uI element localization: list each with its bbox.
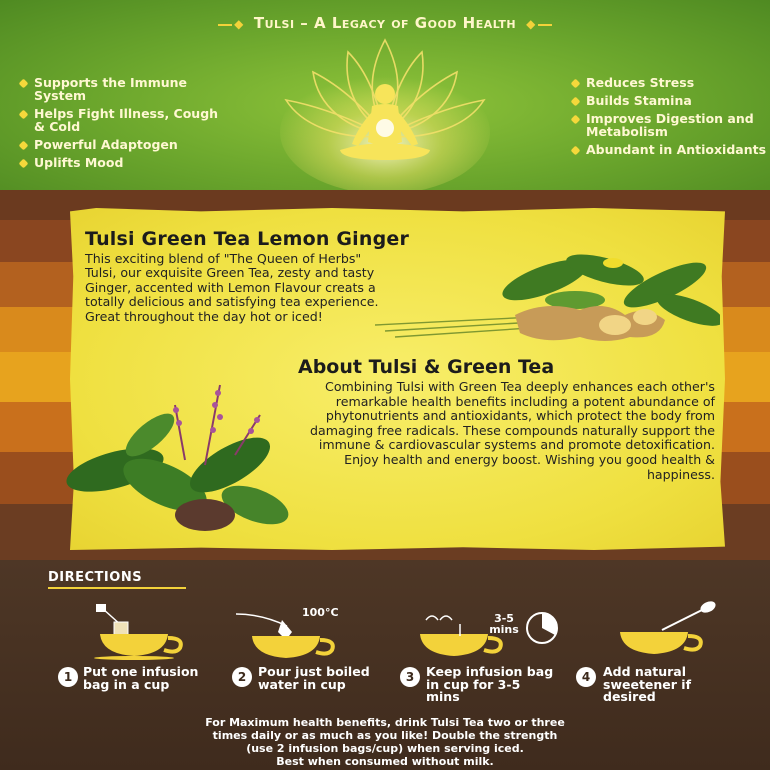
header-title-row — [0, 14, 770, 32]
cup-with-teabag-icon — [92, 604, 187, 660]
section-heading-blend: Tulsi Green Tea Lemon Ginger — [85, 228, 410, 250]
step-number: 2 — [232, 667, 252, 687]
temperature-label: 100°C — [302, 606, 339, 619]
footer-note — [0, 716, 770, 768]
benefit-item: Builds Stamina — [570, 94, 770, 107]
step-number: 4 — [576, 667, 596, 687]
section-body-blend: This exciting blend of "The Queen of Herbs" Tulsi, our exquisite Green Tea, zesty and tasty Ginger, accented with Lemon Flavour creats a totally delicious and satisfying tea experience. Great throughout the day hot or iced! — [85, 251, 379, 324]
ginger-lemongrass-illustration — [375, 245, 720, 345]
left-arrow-icon: ◆ — [216, 17, 244, 31]
step-number: 3 — [400, 667, 420, 687]
benefits-list-right — [570, 76, 770, 161]
cup-spoon-icon — [612, 600, 722, 660]
meditation-lotus-icon — [278, 32, 492, 192]
step-text: Add natural sweetener if desired — [603, 664, 692, 704]
footer-line: (use 2 infusion bags/cup) when serving iced. — [246, 742, 524, 755]
section-heading-about: About Tulsi & Green Tea — [298, 356, 555, 378]
step-number: 1 — [58, 667, 78, 687]
right-arrow-icon: ◆ — [526, 17, 554, 31]
footer-line: times daily or as much as you like! Double the strength — [212, 729, 558, 742]
section-body-about: Combining Tulsi with Green Tea deeply enhances each other's remarkable health benefits including a potent abundance of phytonutrients and antioxidants, which protect the body from damaging free radicals. These compounds naturally support the immune & cardiovascular systems and promote detoxification. Enjoy health and energy boost. Wishing you good health & happiness. — [310, 379, 715, 482]
step-text: Keep infusion bag in cup for 3-5 mins — [426, 664, 554, 704]
benefit-item: Abundant in Antioxidants — [570, 143, 770, 156]
footer-line: For Maximum health benefits, drink Tulsi Tea two or three — [205, 716, 565, 729]
benefit-item: Powerful Adaptogen — [18, 138, 228, 151]
steep-time-label: 3-5 mins — [489, 612, 519, 636]
benefit-item: Uplifts Mood — [18, 156, 228, 169]
step-text: Pour just boiled water in cup — [258, 664, 370, 692]
benefit-item: Supports the Immune System — [18, 76, 228, 102]
benefit-item: Reduces Stress — [570, 76, 770, 89]
benefit-item: Improves Digestion and Metabolism — [570, 112, 770, 138]
directions-title: DIRECTIONS — [48, 570, 143, 585]
footer-line: Best when consumed without milk. — [276, 755, 494, 768]
page-title: Tulsi – A Legacy of Good Health — [253, 14, 517, 32]
benefits-list-left — [18, 76, 228, 174]
tulsi-plant-illustration — [55, 375, 315, 540]
benefit-item: Helps Fight Illness, Cough & Cold — [18, 107, 228, 133]
step-text: Put one infusion bag in a cup — [83, 664, 199, 692]
directions-underline — [48, 587, 186, 589]
